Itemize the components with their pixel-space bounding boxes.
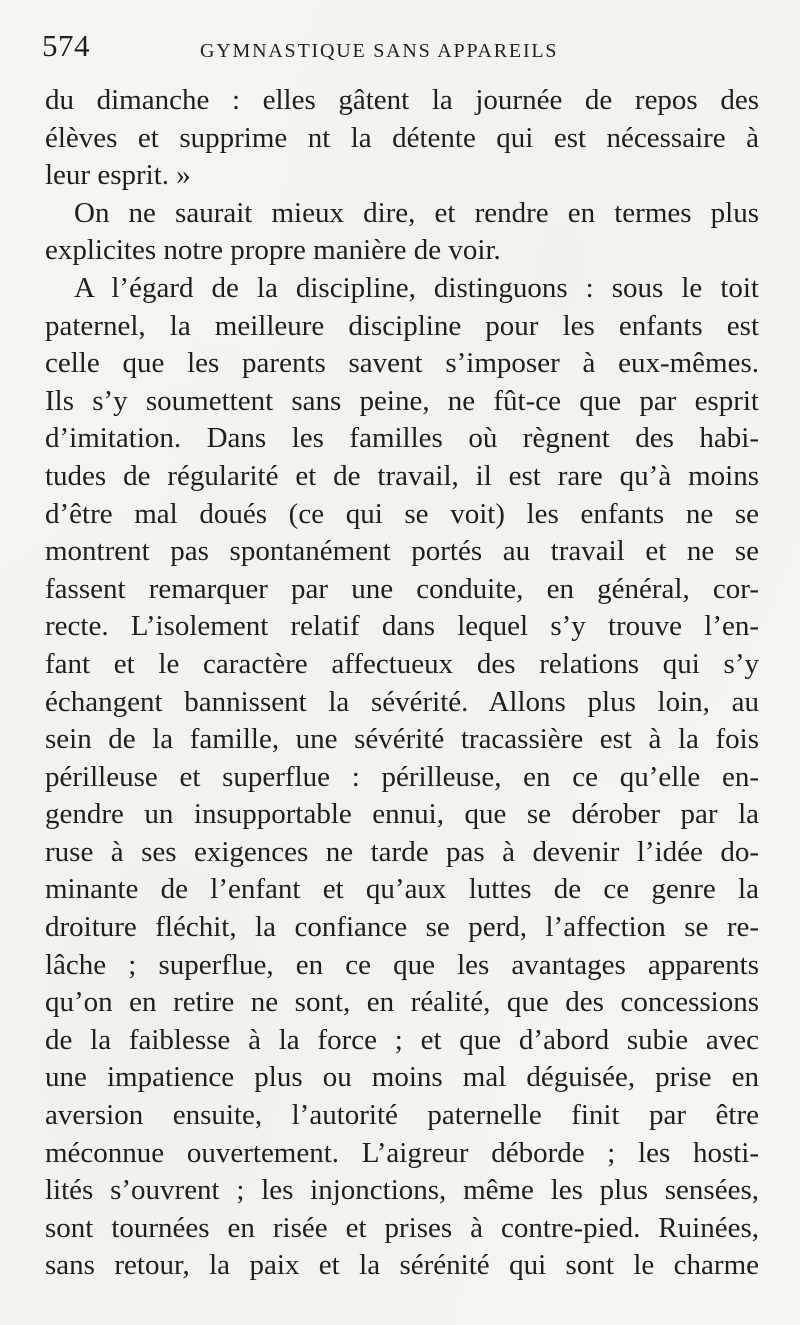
text-line: qu’on en retire ne sont, en réalité, que des concessions (45, 986, 759, 1019)
text-line: d’être mal doués (ce qui se voit) les enfants ne se (45, 497, 759, 530)
text-line: tudes de régularité et de travail, il est rare qu’à moins (45, 459, 759, 492)
text-line: de la faiblesse à la force ; et que d’abord subie avec (45, 1023, 759, 1056)
text-line: droiture fléchit, la confiance se perd, l’affection se re- (45, 911, 759, 944)
text-line: aversion ensuite, l’autorité paternelle finit par être (45, 1099, 759, 1132)
text-line: Ils s’y soumettent sans peine, ne fût-ce que par esprit (45, 384, 759, 417)
text-line: On ne saurait mieux dire, et rendre en termes plus (74, 196, 759, 229)
text-line: lâche ; superflue, en ce que les avantages apparents (45, 948, 759, 981)
text-line: échangent bannissent la sévérité. Allons plus loin, au (45, 685, 759, 718)
text-line: du dimanche : elles gâtent la journée de repos des (45, 84, 759, 116)
text-line: élèves et supprime nt la détente qui est nécessaire à (45, 121, 759, 154)
text-line: méconnue ouvertement. L’aigreur déborde ; les hosti- (45, 1136, 759, 1169)
body-text (45, 82, 759, 1285)
text-line: sein de la famille, une sévérité tracassière est à la fois (45, 723, 759, 756)
page-header (42, 28, 762, 76)
running-head: GYMNASTIQUE SANS APPAREILS (200, 40, 559, 62)
text-line: sont tournées en risée et prises à contre-pied. Ruinées, (45, 1211, 759, 1244)
paragraph-2 (45, 195, 759, 270)
text-line: périlleuse et superflue : périlleuse, en ce qu’elle en- (45, 760, 759, 793)
text-line: ruse à ses exigences ne tarde pas à devenir l’idée do- (45, 835, 759, 868)
paragraph-3 (45, 270, 759, 1285)
text-line: gendre un insupportable ennui, que se dérober par la (45, 798, 759, 831)
text-line: celle que les parents savent s’imposer à eux-mêmes. (45, 347, 759, 380)
text-line: lités s’ouvrent ; les injonctions, même les plus sensées, (45, 1174, 759, 1207)
text-line: une impatience plus ou moins mal déguisée, prise en (45, 1061, 759, 1094)
text-line: explicites notre propre manière de voir. (45, 234, 501, 267)
page-number: 574 (42, 28, 90, 63)
text-line: d’imitation. Dans les familles où règnent des habi- (45, 422, 759, 455)
text-line: montrent pas spontanément portés au travail et ne se (45, 535, 759, 568)
text-line: paternel, la meilleure discipline pour les enfants est (45, 309, 759, 342)
text-line: fassent remarquer par une conduite, en général, cor- (45, 572, 759, 605)
text-line: minante de l’enfant et qu’aux luttes de ce genre la (45, 873, 759, 906)
text-line: sans retour, la paix et la sérénité qui sont le charme (45, 1249, 759, 1282)
paragraph-1 (45, 82, 759, 195)
text-line: A l’égard de la discipline, distinguons : sous le toit (74, 271, 759, 304)
text-line: recte. L’isolement relatif dans lequel s’y trouve l’en- (45, 610, 759, 643)
text-line: leur esprit. » (45, 159, 191, 192)
text-line: fant et le caractère affectueux des relations qui s’y (45, 647, 759, 680)
